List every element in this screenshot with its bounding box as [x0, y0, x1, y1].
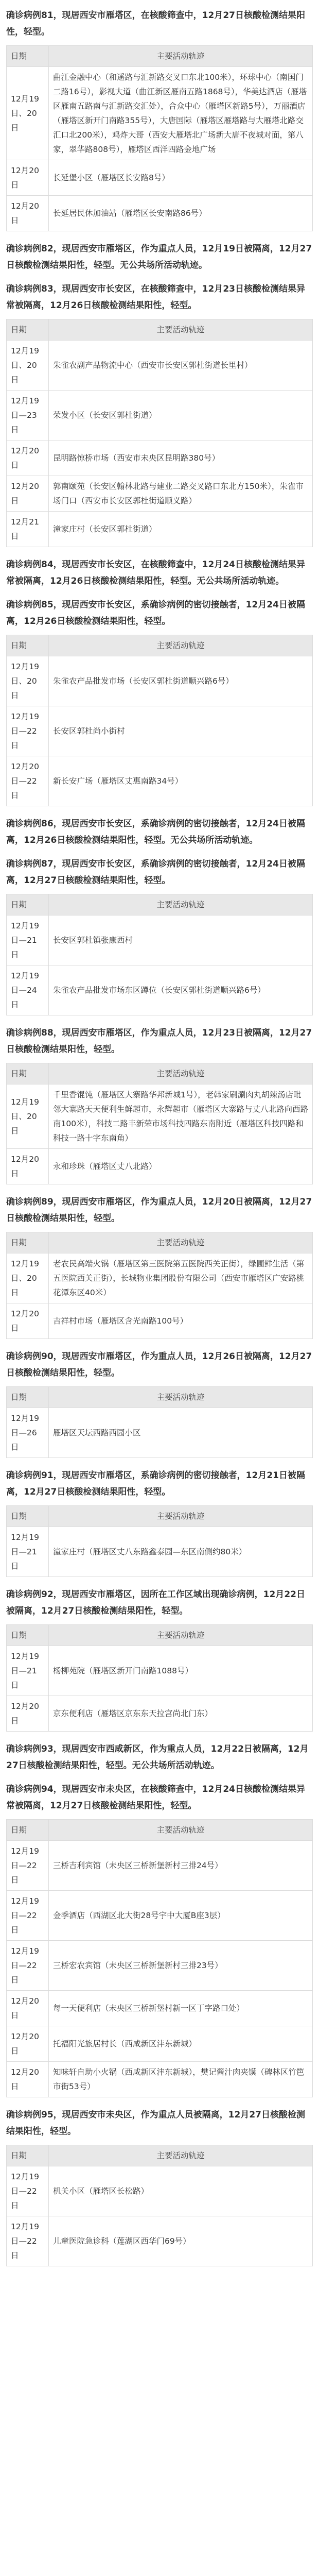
track-table — [6, 1624, 313, 1732]
column-header-track: 主要活动轨迹 — [49, 1387, 313, 1408]
column-header-date: 日期 — [7, 46, 49, 67]
track-cell: 千里香馄饨（雁塔区大寨路华邦新城1号），老韩家刷涮肉丸胡辣汤店毗邻大寨路天天便利生鲜超市，永辉超市（雁塔区大寨路与丈八北路向西路南100米），科技二路丰新荣市场科技四路东南附近（雁塔区科技四路和科技一路十字东南角） — [49, 1084, 313, 1149]
case-title: 确诊病例86，现居西安市长安区，系确诊病例的密切接触者，12月24日被隔离，12月26日核酸检测结果阳性，轻型。无公共场所活动轨迹。 — [6, 819, 305, 845]
track-table — [6, 1819, 313, 2097]
table-row — [7, 341, 313, 391]
column-header-date: 日期 — [7, 1232, 49, 1253]
track-cell: 儿童医院急诊科（莲湖区西华门69号） — [49, 2216, 313, 2266]
table-row — [7, 965, 313, 1015]
table-row — [7, 391, 313, 440]
case-title: 确诊病例91，现居西安市雁塔区，系确诊病例的密切接触者，12月21日被隔离，12月27日核酸检测结果阳性，轻型。 — [6, 1470, 305, 1497]
track-cell: 荣发小区（长安区郭杜街道） — [49, 391, 313, 440]
column-header-track: 主要活动轨迹 — [49, 1820, 313, 1841]
date-cell: 12月19日、20日 — [7, 67, 49, 160]
date-cell: 12月20日 — [7, 196, 49, 231]
table-row — [7, 1084, 313, 1149]
track-cell: 永和珍珠（雁塔区丈八北路） — [49, 1149, 313, 1184]
track-cell: 长安区郭杜镇张康西村 — [49, 916, 313, 965]
track-table — [6, 319, 313, 547]
track-cell: 知味轩自助小火锅（西咸新区沣东新城），樊记酱汁肉夹馍（碑林区竹笆市街53号） — [49, 2062, 313, 2097]
table-row — [7, 1408, 313, 1458]
column-header-date: 日期 — [7, 1820, 49, 1841]
column-header-track: 主要活动轨迹 — [49, 2145, 313, 2166]
case-title: 确诊病例95，现居西安市未央区，作为重点人员被隔离，12月27日核酸检测结果阳性，轻型。 — [6, 2110, 305, 2137]
column-header-date: 日期 — [7, 635, 49, 656]
track-cell: 杨柳苑院（雁塔区新开门南路1088号） — [49, 1646, 313, 1696]
track-table — [6, 1063, 313, 1184]
track-cell: 潼家庄村（长安区郭杜街道） — [49, 512, 313, 547]
table-row — [7, 1696, 313, 1732]
track-cell: 潼家庄村（雁塔区丈八东路鑫泰园—东区南侧约80米） — [49, 1527, 313, 1577]
column-header-track: 主要活动轨迹 — [49, 46, 313, 67]
column-header-track: 主要活动轨迹 — [49, 1232, 313, 1253]
track-cell: 三桥吉利宾馆（未央区三桥新堡新村三排24号） — [49, 1841, 313, 1891]
table-row — [7, 160, 313, 196]
case-title: 确诊病例81，现居西安市雁塔区，在核酸筛查中，12月27日核酸检测结果阳性，轻型。 — [6, 10, 305, 37]
track-cell: 三桥宏农宾馆（未央区三桥新堡新村三排23号） — [49, 1941, 313, 1991]
column-header-date: 日期 — [7, 319, 49, 341]
date-cell: 12月19日—22日 — [7, 706, 49, 756]
date-cell: 12月19日、20日 — [7, 656, 49, 706]
table-row — [7, 1303, 313, 1339]
column-header-track: 主要活动轨迹 — [49, 894, 313, 916]
track-cell: 长延堡小区（雁塔区长安路8号） — [49, 160, 313, 196]
column-header-track: 主要活动轨迹 — [49, 319, 313, 341]
date-cell: 12月19日、20日 — [7, 1084, 49, 1149]
table-row — [7, 1941, 313, 1991]
table-row — [7, 2166, 313, 2216]
table-row — [7, 1253, 313, 1303]
track-cell: 每一天便利店（未央区三桥新堡村新一区丁字路口处） — [49, 1991, 313, 2026]
track-cell: 朱雀农产品批发市场东区蹲位（长安区郭杜街道顺兴路6号） — [49, 965, 313, 1015]
table-row — [7, 756, 313, 806]
column-header-track: 主要活动轨迹 — [49, 1063, 313, 1084]
case-title: 确诊病例94，现居西安市未央区，在核酸筛查中，12月24日核酸检测结果异常被隔离，12月27日核酸检测结果阳性，轻型。 — [6, 1784, 305, 1811]
column-header-track: 主要活动轨迹 — [49, 1506, 313, 1527]
date-cell: 12月20日 — [7, 440, 49, 476]
column-header-track: 主要活动轨迹 — [49, 635, 313, 656]
table-row — [7, 440, 313, 476]
case-title: 确诊病例89，现居西安市雁塔区，作为重点人员，12月20日被隔离，12月27日核酸检测结果阳性，轻型。 — [6, 1197, 312, 1224]
date-cell: 12月20日 — [7, 1696, 49, 1732]
track-cell: 金季酒店（西湖区北大街28号宇中大厦B座3层） — [49, 1891, 313, 1941]
track-cell: 雁塔区天坛西路西园小区 — [49, 1408, 313, 1458]
date-cell: 12月19日—26日 — [7, 1408, 49, 1458]
table-row — [7, 706, 313, 756]
column-header-date: 日期 — [7, 894, 49, 916]
track-cell: 昆明路惊桥市场（西安市未央区昆明路380号） — [49, 440, 313, 476]
track-cell: 朱雀农产品批发市场（长安区郭杜街道顺兴路6号） — [49, 656, 313, 706]
track-table — [6, 635, 313, 806]
column-header-date: 日期 — [7, 1506, 49, 1527]
column-header-date: 日期 — [7, 2145, 49, 2166]
track-cell: 机关小区（雁塔区长松路） — [49, 2166, 313, 2216]
date-cell: 12月20日 — [7, 160, 49, 196]
table-row — [7, 512, 313, 547]
table-row — [7, 1527, 313, 1577]
track-table — [6, 2145, 313, 2266]
case-title: 确诊病例93，现居西安市西咸新区，作为重点人员，12月22日被隔离，12月27日核酸检测结果阳性，轻型。无公共场所活动轨迹。 — [6, 1744, 309, 1771]
date-cell: 12月19日—21日 — [7, 916, 49, 965]
track-cell: 朱雀农副产品物流中心（西安市长安区郭杜街道长里村） — [49, 341, 313, 391]
case-title: 确诊病例85，现居西安市长安区，系确诊病例的密切接触者，12月24日被隔离，12月26日核酸检测结果阳性，轻型。 — [6, 600, 305, 626]
date-cell: 12月19日—23日 — [7, 391, 49, 440]
table-row — [7, 67, 313, 160]
case-title: 确诊病例90，现居西安市雁塔区，作为重点人员，12月26日被隔离，12月27日核酸检测结果阳性，轻型。 — [6, 1351, 312, 1378]
date-cell: 12月20日 — [7, 1991, 49, 2026]
track-cell: 新长安广场（雁塔区丈惠南路34号） — [49, 756, 313, 806]
case-title: 确诊病例88，现居西安市雁塔区，作为重点人员，12月23日被隔离，12月27日核酸检测结果阳性，轻型。 — [6, 1028, 312, 1055]
table-row — [7, 656, 313, 706]
track-cell: 老农民高端火锅（雁塔区第三医院第五医院西关正街），绿圃鲜生活（第五医院西关正街），长城物业集团股份有限公司（西安市雁塔区广安路桃花潭东区40米） — [49, 1253, 313, 1303]
date-cell: 12月20日 — [7, 2026, 49, 2062]
table-row — [7, 1646, 313, 1696]
column-header-date: 日期 — [7, 1625, 49, 1646]
table-row — [7, 1891, 313, 1941]
table-row — [7, 2026, 313, 2062]
column-header-track: 主要活动轨迹 — [49, 1625, 313, 1646]
date-cell: 12月19日—21日 — [7, 1646, 49, 1696]
case-title: 确诊病例87，现居西安市长安区，系确诊病例的密切接触者，12月24日被隔离，12月27日核酸检测结果阳性，轻型。 — [6, 859, 305, 886]
case-title: 确诊病例82，现居西安市雁塔区，作为重点人员，12月19日被隔离，12月27日核酸检测结果阳性，轻型。无公共场所活动轨迹。 — [6, 244, 312, 270]
date-cell: 12月20日 — [7, 2062, 49, 2097]
track-table — [6, 1386, 313, 1458]
date-cell: 12月19日、20日 — [7, 1253, 49, 1303]
track-cell: 曲江金融中心（和遥路与汇新路交叉口东北100米），环球中心（南国门二路16号），影视大道（曲江新区雁南五路1868号），华美达酒店（雁塔区雁南五路南与汇新路交汇处），合众中心（雁塔区新路5号），万丽酒店（雁塔区新开门南路355号），大唐国际（雁塔区雁塔路与大雁塔北路交汇口北200米），鸡炸大哥（西安大雁塔北广场新大唐不夜城对面，第八家，翠华路808号），雁塔区西洋四路金地广场 — [49, 67, 313, 160]
date-cell: 12月19日—22日 — [7, 1891, 49, 1941]
date-cell: 12月19日—22日 — [7, 1841, 49, 1891]
table-row — [7, 1841, 313, 1891]
case-title: 确诊病例83，现居西安市长安区，在核酸筛查中，12月23日核酸检测结果异常被隔离，12月26日核酸检测结果阳性，轻型。 — [6, 284, 305, 311]
track-cell: 郭南颐苑（长安区翰林北路与建业二路交叉路口东北方150米），朱雀市场门口（西安市长安区郭杜街道顺义路） — [49, 476, 313, 512]
table-row — [7, 2216, 313, 2266]
track-table — [6, 894, 313, 1015]
table-row — [7, 1991, 313, 2026]
table-row — [7, 916, 313, 965]
track-table — [6, 1505, 313, 1577]
table-row — [7, 2062, 313, 2097]
date-cell: 12月19日、20日 — [7, 341, 49, 391]
track-cell: 托福阳光旅居村长（西咸新区沣东新城） — [49, 2026, 313, 2062]
date-cell: 12月19日—24日 — [7, 965, 49, 1015]
case-title: 确诊病例92，现居西安市雁塔区，因所在工作区域出现确诊病例，12月22日被隔离，12月27日核酸检测结果阳性，轻型。 — [6, 1589, 305, 1616]
track-cell: 吉祥村市场（雁塔区含光南路100号） — [49, 1303, 313, 1339]
column-header-date: 日期 — [7, 1063, 49, 1084]
date-cell: 12月21日 — [7, 512, 49, 547]
track-table — [6, 1232, 313, 1339]
case-title: 确诊病例84，现居西安市长安区，在核酸筛查中，12月24日核酸检测结果异常被隔离，12月26日核酸检测结果阳性，轻型。无公共场所活动轨迹。 — [6, 560, 305, 586]
track-cell: 长延居民休加油站（雁塔区长安南路86号） — [49, 196, 313, 231]
column-header-date: 日期 — [7, 1387, 49, 1408]
date-cell: 12月19日—22日 — [7, 2216, 49, 2266]
date-cell: 12月20日 — [7, 1303, 49, 1339]
date-cell: 12月20日 — [7, 1149, 49, 1184]
date-cell: 12月20日 — [7, 476, 49, 512]
track-cell: 长安区郭杜尚小街村 — [49, 706, 313, 756]
date-cell: 12月19日—21日 — [7, 1527, 49, 1577]
date-cell: 12月19日—22日 — [7, 2166, 49, 2216]
table-row — [7, 196, 313, 231]
track-table — [6, 45, 313, 231]
date-cell: 12月20日—22日 — [7, 756, 49, 806]
track-cell: 京东便利店（雁塔区京东东天拉宫尚北门东） — [49, 1696, 313, 1732]
table-row — [7, 1149, 313, 1184]
date-cell: 12月19日—22日 — [7, 1941, 49, 1991]
table-row — [7, 476, 313, 512]
case-list — [0, 7, 319, 2266]
